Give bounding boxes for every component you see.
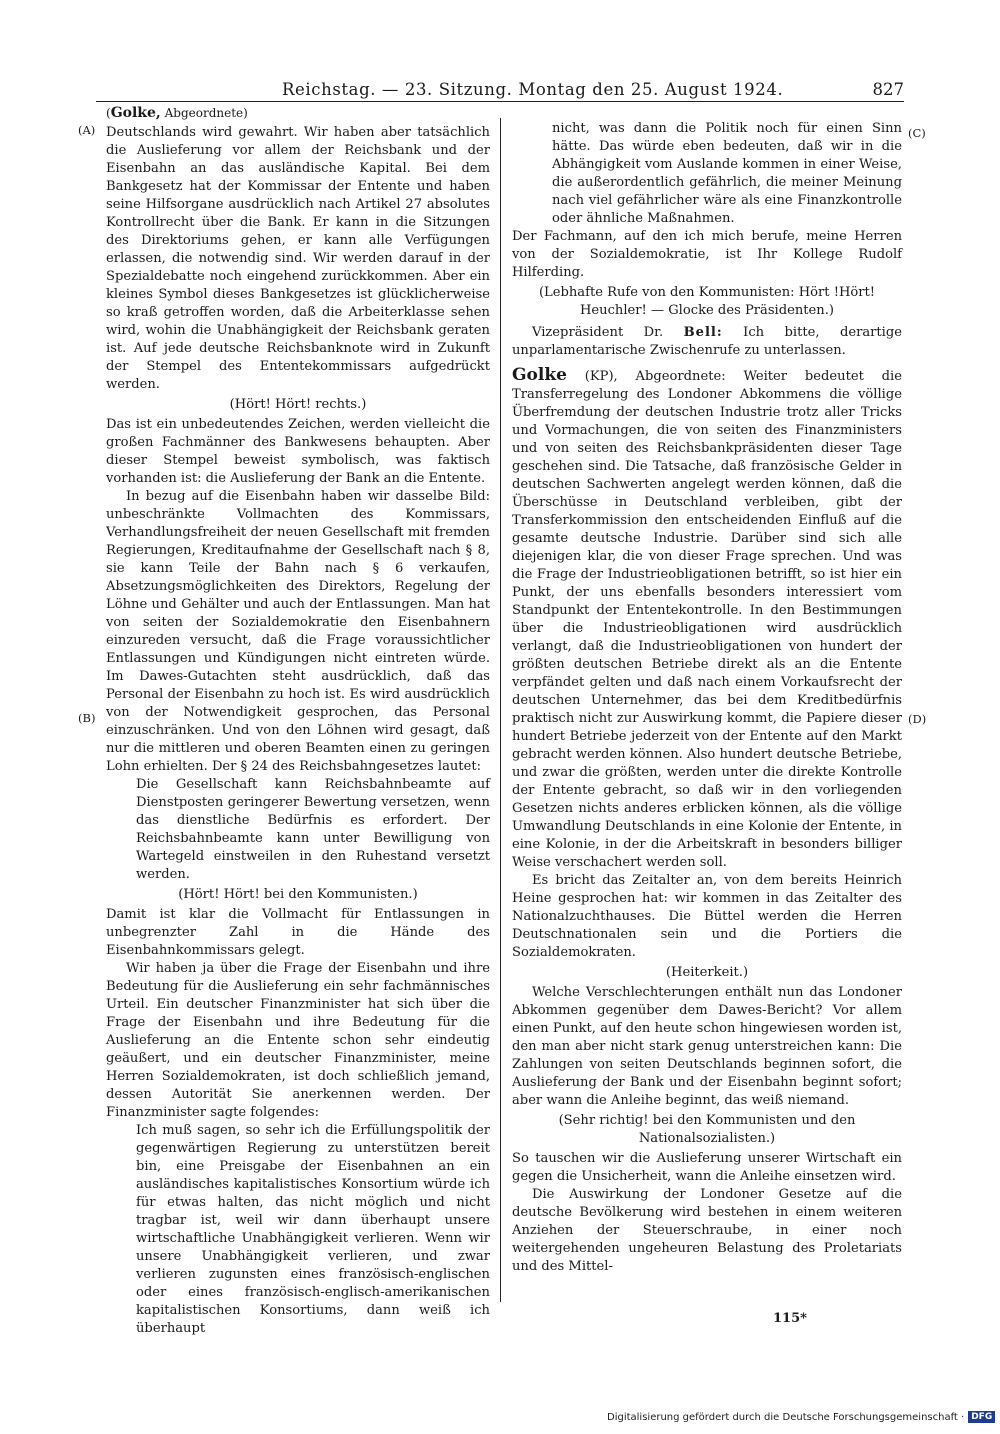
block-quote: Die Gesellschaft kann Reichsbahnbeamte auf Dienstposten geringerer Bewertung versetzen, wenn das dienstliche Bedürfnis es erfordert. Der Reichsbahnbeamte kann unter Bewilligung von Wartegeld einstweilen in den Ruhestand versetzt werden. <box>136 777 490 882</box>
dfg-note: Digitalisierung gefördert durch die Deutsche Forschungsgemeinschaft · <box>607 1412 965 1423</box>
speaker-heading-name: Golke <box>512 365 567 385</box>
margin-marker-d: (D) <box>908 712 927 726</box>
paragraph: Welche Verschlechterungen enthält nun das Londoner Abkommen gegenüber dem Dawes-Bericht? Vor allem einen Punkt, auf den heute schon hingewiesen worden ist, den man aber nicht stark genug unterstreichen kann: Die Zahlungen von seiten Deutschlands beginnen sofort, die Auslieferung der Bank und der Eisenbahn beginnt sofort; aber wann die Anleihe beginnt, das weiß niemand. <box>512 985 902 1108</box>
paragraph: Der Fachmann, auf den ich mich berufe, meine Herren von der Sozialdemokratie, ist Ihr Kollege Rudolf Hilferding. <box>512 229 902 280</box>
sheet-mark: 115* <box>773 1311 807 1326</box>
column-divider <box>500 118 501 1302</box>
paragraph: Deutschlands wird gewahrt. Wir haben aber tatsächlich die Auslieferung vor allem der Reichsbank und der Eisenbahn an das ausländische Kapital. Bei dem Bankgesetz hat der Kommissar der Entente und haben seine Hilfsorgane ausdrücklich nach Artikel 27 absolutes Kontrollrecht über die Bank. Er kann in die Sitzungen des Direktoriums gehen, er kann alle Verfügungen erlassen, die notwendig sind. Wir werden darauf in der Spezialdebatte noch eingehend zurückkommen. Aber ein kleines Symbol dieses Bankgesetzes ist glücklicherweise so kraß getroffen worden, daß die Arbeiterklasse sehen wird, wohin die Unabhängigkeit der Reichsbank geraten ist. Auf jede deutsche Reichsbanknote wird in Zukunft der Stempel des Ententekommissars aufgedrückt werden. <box>106 125 490 392</box>
header-title: Reichstag. — 23. Sitzung. Montag den 25. August 1924. <box>282 80 784 99</box>
margin-marker-b: (B) <box>78 711 96 725</box>
vice-president-title: Vizepräsident Dr. <box>532 325 664 340</box>
paragraph: Damit ist klar die Vollmacht für Entlassungen in unbegrenzter Zahl in die Hände des Eisenbahnkommissars gelegt. <box>106 907 490 958</box>
speaker-continuation-tag: (Golke, Abgeordnete) <box>106 105 248 121</box>
speaker-paragraph <box>512 366 902 872</box>
speaker-name: Golke, <box>110 105 161 121</box>
paragraph: Wir haben ja über die Frage der Eisenbahn und ihre Bedeutung für die Auslieferung ein sehr fachmännisches Urteil. Ein deutscher Finanzminister hat sich über die Frage der Eisenbahn und ihre Bedeutung für die Auslieferung an die Entente schon sehr eindeutig geäußert, und ein deutscher Finanzminister, meine Herren Sozialdemokraten, ist doch schließlich jemand, dessen Autorität Sie anerkennen werden. Der Finanzminister sagte folgendes: <box>106 961 490 1120</box>
dfg-footer <box>607 1411 995 1423</box>
interjection: (Hört! Hört! rechts.) <box>229 397 367 412</box>
interjection: (Sehr richtig! bei den Kommunisten und den Nationalsozialisten.) <box>558 1113 856 1146</box>
interjection: (Heiterkeit.) <box>665 965 749 980</box>
margin-marker-a: (A) <box>78 123 96 137</box>
paragraph: Die Auswirkung der Londoner Gesetze auf die deutsche Bevölkerung wird bestehen in einem weiteren Anziehen der Steuerschraube, in einer noch weitergehenden ungeheuren Belastung des Proletariats und des Mittel- <box>512 1187 902 1274</box>
margin-marker-c: (C) <box>908 126 926 140</box>
block-quote: Ich muß sagen, so sehr ich die Erfüllungspolitik der gegenwärtigen Regierung zu unterstützen bereit bin, eine Preisgabe der Eisenbahnen an ein ausländisches kapitalistisches Konsortium würde ich für etwas halten, das nicht möglich und nicht tragbar ist, weil wir dann überhaupt unsere wirtschaftliche Unabhängigkeit verlieren. Wenn wir unsere Unabhängigkeit verlieren, und zwar verlieren zugunsten eines französisch-englischen oder eines französisch-englisch-amerikanischen kapitalistischen Konsortiums, dann weiß ich überhaupt <box>136 1123 490 1336</box>
interjection: (Lebhafte Rufe von den Kommunisten: Hört !Hört! Heuchler! — Glocke des Präsidenten.) <box>538 285 876 318</box>
header-rule <box>96 101 904 102</box>
vice-president-name: Bell: <box>683 325 723 340</box>
paragraph: In bezug auf die Eisenbahn haben wir dasselbe Bild: unbeschränkte Vollmachten des Kommissars, Verhandlungsfreiheit der neuen Gesellschaft mit fremden Regierungen, Kreditaufnahme der Gesellschaft nach § 8, sie kann Teile der Bahn nach § 6 verkaufen, Absetzungsmöglichkeiten des Direktors, Regelung der Löhne und Gehälter und auch der Entlassungen. Man hat von seiten der Sozialdemokratie den Eisenbahnern einzureden versucht, daß die Frage voraussichtlicher Entlassungen und Kündigungen nicht eintreten würde. Im Dawes-Gutachten steht ausdrücklich, daß das Personal der Eisenbahn zu hoch ist. Es wird ausdrücklich von der Notwendigkeit gesprochen, das Personal einzuschränken. Und von den Löhnen wird gesagt, daß nur die mittleren und oberen Beamten einen zu geringen Lohn erhielten. Der § 24 des Reichsbahngesetzes lautet: <box>106 489 490 774</box>
paragraph: So tauschen wir die Auslieferung unserer Wirtschaft ein gegen die Unsicherheit, wann die Anleihe einsetzen wird. <box>512 1151 902 1184</box>
speaker-role: Abgeordnete) <box>164 106 248 120</box>
right-column <box>512 120 902 1276</box>
interjection: (Hört! Hört! bei den Kommunisten.) <box>178 887 418 902</box>
paragraph: Es bricht das Zeitalter an, von dem bereits Heinrich Heine gesprochen hat: wir kommen in das Zeitalter des Nationalzuchthauses. Die Büttel werden die Herren Deutschnationalen sein und die Portiers die Sozialdemokraten. <box>512 873 902 960</box>
paragraph: Das ist ein unbedeutendes Zeichen, werden vielleicht die großen Fachmänner des Bankwesens behaupten. Aber dieser Stempel beweist symbolisch, was faktisch vorhanden ist: die Auslieferung der Bank an die Entente. <box>106 417 490 486</box>
speaker-heading-text: (KP), Abgeordnete: Weiter bedeutet die Transferregelung des Londoner Abkommens die völlige Überfremdung der deutschen Industrie trotz aller Tricks und Vormachungen, die von seiten des Finanzministers und von seiten des Reichsbankpräsidenten dieser Tage geschehen sind. Die Tatsache, daß französische Gelder in deutschen Sachwerten angelegt werden können, daß die Überschüsse in Deutschland verbleiben, gibt der Transferkommission den entscheidenden Einfluß auf die gesamte deutsche Industrie. Darüber sind sich alle diejenigen klar, die von dieser Frage sprechen. Und was die Frage der Industrieobligationen betrifft, so ist hier ein Punkt, der uns ebenfalls besonders interessiert vom Standpunkt der Ententekontrolle. In den Bestimmungen über die Industrieobligationen wird ausdrücklich verlangt, daß die Industrieobligationen von hundert der größten deutschen Betriebe direkt als an die Entente verpfändet gelten und daß nach einem Vorkaufsrecht der deutschen Unternehmer, das bei dem Kreditbedürfnis praktisch nicht zur Auswirkung kommt, die Papiere dieser hundert Betriebe jederzeit von der Entente auf den Markt gebracht werden können. Also hundert deutsche Betriebe, und zwar die größten, werden unter die direkte Kontrolle der Entente gebracht, so daß wir in den vorliegenden Gesetzen nichts anderes erblicken können, als die völlige Umwandlung Deutschlands in eine Kolonie der Entente, in eine Kolonie, in der die Arbeitskraft in besonders billiger Weise verschachert werden soll. <box>512 369 902 870</box>
block-quote-continued: nicht, was dann die Politik noch für einen Sinn hätte. Das würde eben bedeuten, daß wir in die Abhängigkeit vom Auslande kommen in einer Weise, die außerordentlich gefährlich, die meiner Meinung nach viel gefährlicher wäre als eine Finanzkontrolle oder ähnliche Maßnahmen. <box>552 121 902 226</box>
dfg-logo: DFG <box>968 1411 995 1423</box>
vice-president-remark <box>512 324 902 360</box>
left-column <box>106 104 490 1338</box>
page-number: 827 <box>872 80 904 99</box>
vice-president-text: Ich bitte, derartige unparlamentarische Zwischenrufe zu unterlassen. <box>512 325 902 358</box>
